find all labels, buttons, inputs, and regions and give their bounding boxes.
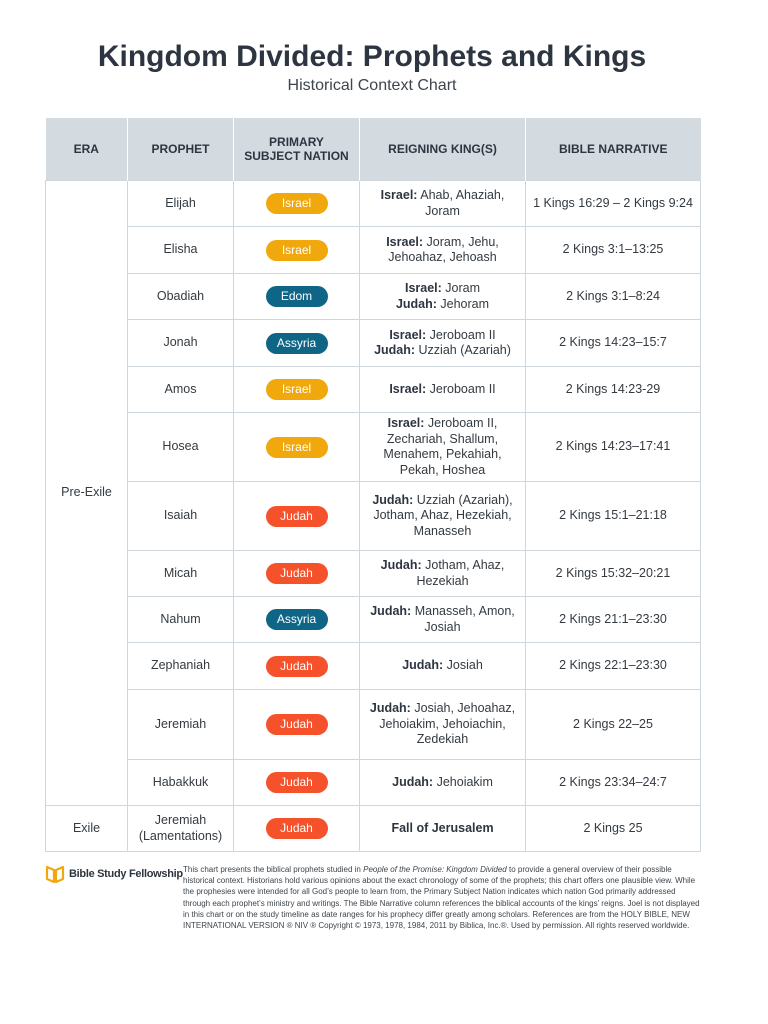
page-subtitle: Historical Context Chart	[287, 77, 457, 94]
table-row	[46, 643, 701, 690]
kings-line	[365, 297, 520, 313]
column-header-kings: REIGNING KING(S)	[360, 118, 526, 181]
king-names: Josiah, Jehoahaz, Jehoiakim, Jehoiachin, Zedekiah	[379, 701, 516, 747]
kings-line	[365, 493, 520, 540]
kings-line	[365, 188, 520, 219]
kingdom-label: Israel:	[380, 188, 418, 202]
prophet-cell: Zephaniah	[128, 643, 234, 690]
kingdom-label: Israel:	[389, 381, 427, 396]
nation-cell	[234, 274, 360, 320]
kings-line	[365, 281, 520, 297]
narrative-cell: 2 Kings 21:1–23:30	[526, 597, 701, 643]
king-names: Ahab, Ahaziah, Joram	[420, 188, 505, 218]
kings-cell	[360, 551, 526, 597]
table-row	[46, 690, 701, 760]
nation-badge: Israel	[266, 437, 328, 458]
table-row	[46, 274, 701, 320]
bsf-logo-text: Bible Study Fellowship	[69, 868, 183, 880]
narrative-cell: 2 Kings 23:34–24:7	[526, 760, 701, 806]
prophet-cell: Jeremiah	[128, 690, 234, 760]
narrative-cell: 2 Kings 15:32–20:21	[526, 551, 701, 597]
prophet-cell: Amos	[128, 367, 234, 413]
kings-cell	[360, 690, 526, 760]
kings-cell	[360, 806, 526, 852]
kings-line	[365, 416, 520, 478]
kings-line	[365, 775, 520, 791]
nation-badge: Judah	[266, 714, 328, 735]
nation-cell	[234, 806, 360, 852]
era-cell: Pre-Exile	[46, 181, 128, 806]
table-row	[46, 367, 701, 413]
narrative-cell: 2 Kings 3:1–13:25	[526, 227, 701, 274]
nation-badge: Judah	[266, 656, 328, 677]
table-row	[46, 227, 701, 274]
column-header-era: ERA	[46, 118, 128, 181]
kings-cell	[360, 274, 526, 320]
nation-cell	[234, 367, 360, 413]
table-header-row	[46, 118, 701, 181]
narrative-cell: 2 Kings 14:23–17:41	[526, 413, 701, 482]
kings-cell	[360, 643, 526, 690]
prophet-cell: Obadiah	[128, 274, 234, 320]
kingdom-label: Judah:	[392, 774, 434, 789]
bsf-logo-icon	[45, 864, 65, 884]
king-names: Uzziah (Azariah), Jotham, Ahaz, Hezekiah, Manasseh	[373, 492, 513, 538]
kings-line	[365, 658, 520, 674]
king-names: Jeroboam II, Zechariah, Shallum, Menahem, Pekahiah, Pekah, Hoshea	[383, 416, 502, 477]
king-names: Joram, Jehu, Jehoahaz, Jehoash	[388, 234, 499, 264]
kings-line	[365, 343, 520, 359]
kingdom-label: Judah:	[369, 701, 411, 716]
king-names: Josiah	[446, 658, 483, 673]
prophet-cell: Hosea	[128, 413, 234, 482]
narrative-cell: 2 Kings 15:1–21:18	[526, 482, 701, 551]
kingdom-label: Israel:	[387, 416, 425, 430]
kings-line	[365, 382, 520, 398]
kings-line	[365, 558, 520, 589]
kingdom-label: Israel:	[386, 234, 424, 249]
footnote	[183, 864, 701, 931]
table-row	[46, 597, 701, 643]
footnote-text-end: to provide a general overview of their possible historical context. Historians hold various opinions about the exact chronology of some of the prophets; this chart offers one plausible view. While the prophesies were intended for all God’s people to learn from, the Primary Subject Nation indicates which nation God primarily addressed through each prophet’s ministry and writings. The Bible Narrative column references the biblical accounts of the kings’ reigns. Joel is not displayed in this chart or on the study timeline as date ranges for his prophecy differ greatly among scholars. References are from the HOLY BIBLE, NEW INTERNATIONAL VERSION ® NIV ® Copyright © 1973, 1978, 1984, 2011 by Biblica, Inc.®. Used by permission. All rights reserved worldwide.	[183, 865, 700, 931]
narrative-cell: 2 Kings 14:23–15:7	[526, 320, 701, 367]
kingdom-label: Judah:	[380, 558, 422, 572]
kingdom-label: Judah:	[370, 604, 412, 618]
column-header-nation: PRIMARY SUBJECT NATION	[234, 118, 360, 181]
nation-badge: Judah	[266, 818, 328, 839]
prophet-cell: Elisha	[128, 227, 234, 274]
nation-cell	[234, 181, 360, 227]
table-row	[46, 760, 701, 806]
king-names: Jeroboam II	[429, 327, 496, 342]
bsf-logo	[45, 864, 183, 884]
king-names: Jehoram	[440, 296, 490, 311]
nation-cell	[234, 413, 360, 482]
kingdom-label: Judah:	[374, 343, 416, 357]
nation-badge: Israel	[266, 240, 328, 261]
nation-cell	[234, 482, 360, 551]
kingdom-label: Judah:	[395, 296, 437, 311]
nation-badge: Edom	[266, 286, 328, 307]
king-names: Uzziah (Azariah)	[418, 343, 511, 357]
kings-line	[365, 821, 520, 837]
column-header-prophet: PROPHET	[128, 118, 234, 181]
footnote-study-title: People of the Promise: Kingdom Divided	[363, 865, 507, 874]
nation-cell	[234, 643, 360, 690]
nation-badge: Judah	[266, 563, 328, 584]
narrative-cell: 1 Kings 16:29 – 2 Kings 9:24	[526, 181, 701, 227]
narrative-cell: 2 Kings 14:23-29	[526, 367, 701, 413]
nation-badge: Judah	[266, 506, 328, 527]
kings-cell	[360, 320, 526, 367]
prophet-cell: Jeremiah (Lamentations)	[128, 806, 234, 852]
nation-badge: Assyria	[266, 333, 328, 354]
column-header-narrative: BIBLE NARRATIVE	[526, 118, 701, 181]
nation-badge: Judah	[266, 772, 328, 793]
footnote-text-start: This chart presents the biblical prophets studied in	[183, 865, 364, 874]
nation-badge: Israel	[266, 379, 328, 400]
nation-cell	[234, 760, 360, 806]
table-body	[46, 181, 701, 852]
narrative-cell: 2 Kings 25	[526, 806, 701, 852]
king-names: Manasseh, Amon, Josiah	[414, 604, 515, 634]
table-row	[46, 181, 701, 227]
kings-line	[365, 604, 520, 635]
kingdom-label: Judah:	[372, 492, 414, 507]
nation-cell	[234, 320, 360, 367]
kings-line	[365, 701, 520, 748]
kings-cell	[360, 482, 526, 551]
prophet-cell: Nahum	[128, 597, 234, 643]
table-row	[46, 413, 701, 482]
table-row	[46, 320, 701, 367]
kingdom-label: Fall of Jerusalem	[391, 820, 494, 835]
kings-cell	[360, 227, 526, 274]
kings-cell	[360, 597, 526, 643]
table-row	[46, 806, 701, 852]
prophet-cell: Micah	[128, 551, 234, 597]
kingdom-label: Israel:	[404, 281, 442, 295]
narrative-cell: 2 Kings 22–25	[526, 690, 701, 760]
prophet-cell: Habakkuk	[128, 760, 234, 806]
king-names: Jotham, Ahaz, Hezekiah	[416, 558, 505, 588]
nation-cell	[234, 597, 360, 643]
nation-badge: Israel	[266, 193, 328, 214]
nation-cell	[234, 227, 360, 274]
narrative-cell: 2 Kings 22:1–23:30	[526, 643, 701, 690]
kings-cell	[360, 367, 526, 413]
nation-cell	[234, 690, 360, 760]
table-row	[46, 482, 701, 551]
king-names: Jeroboam II	[429, 381, 496, 396]
king-names: Joram	[445, 281, 481, 295]
page-title: Kingdom Divided: Prophets and Kings	[97, 40, 647, 73]
narrative-cell: 2 Kings 3:1–8:24	[526, 274, 701, 320]
prophet-cell: Elijah	[128, 181, 234, 227]
era-cell: Exile	[46, 806, 128, 852]
kingdom-label: Israel:	[389, 327, 427, 342]
table-row	[46, 551, 701, 597]
kings-cell	[360, 760, 526, 806]
king-names: Jehoiakim	[436, 774, 493, 789]
kingdom-label: Judah:	[402, 658, 444, 673]
kings-cell	[360, 413, 526, 482]
nation-cell	[234, 551, 360, 597]
kings-line	[365, 235, 520, 266]
kings-line	[365, 328, 520, 344]
nation-badge: Assyria	[266, 609, 328, 630]
prophet-cell: Jonah	[128, 320, 234, 367]
prophet-cell: Isaiah	[128, 482, 234, 551]
kings-cell	[360, 181, 526, 227]
prophets-kings-table	[45, 118, 701, 852]
